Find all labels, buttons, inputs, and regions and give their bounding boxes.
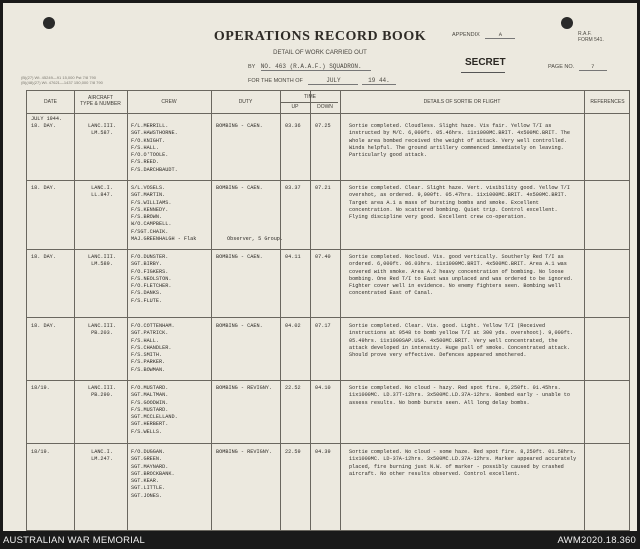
punch-hole (561, 17, 573, 29)
entry-extra-note: Observer, 5 Group. (227, 236, 284, 242)
document-page (3, 3, 637, 531)
entry-details: Sortie completed. Nocloud. Vis. good vertically. Southerly Red T/I as ordered. 6,000ft. 06.03hrs. 11x1000MC.BRIT. 4x500MC.BRIT. Area A.1 was covered with smoke. Area A.2 heavy concentration of bombing. No loose bombing. One Red T/I to East was unplaced and was ordered to be ignored. Fighter cover well in evidence. No enemy fighters seen. Bombing well concentrated East of Canal. (349, 254, 574, 297)
entry-details: Sortie completed. Cloudless. Slight haze. Vis fair. Yellow T/I as instructed by M/C. 6,000ft. 05.46hrs. 11x1000MC.BRIT. 4x500MC.BRIT. The whole area bombed received the weight of attack. Very well controlled. Winds helpful. The ground artillery commenced immediately on leaving. Particularly good attack. (349, 123, 571, 159)
entry-aircraft: LANC.III. LM.587. (87, 123, 117, 137)
column-divider (74, 91, 75, 530)
page-number-value: 7 (579, 63, 607, 71)
time-rule (280, 102, 338, 103)
archive-name: AUSTRALIAN WAR MEMORIAL (3, 535, 146, 546)
unit-value: NO. 463 (R.A.A.F.) SQUADRON. (261, 63, 371, 71)
entry-aircraft: LANC.III. PB.203. (87, 323, 117, 337)
record-table (26, 90, 630, 531)
entry-date: JULY 1944. 18. DAY. (31, 116, 63, 130)
appendix-field (452, 31, 515, 39)
entry-details: Sortie completed. Clear. Vis. good. Light. Yellow T/I (Received instructions at 0548 to bomb yellow T/I at 300 yds. overshoot). 9,000ft. 05.49hrs. 11x1000SAP.USA. 4x500MC.BRIT. Very well concentrated, the attack developed in intensity. Huge pall of smoke. Concentrated attack. Should prove very effective. Defences appeared smothered. (349, 323, 574, 359)
by-label: BY (248, 64, 256, 70)
entry-date: 18/19. (31, 385, 50, 391)
entry-date: 18/19. (31, 449, 50, 455)
col-date: DATE (44, 99, 57, 105)
entry-crew: S/L.VOSELS. SGT.MARTIN. F/S.WILLIAMS. F/S.KENNEDY. F/S.BROWN. W/O.CAMPBELL. F/SGT.CHAIK. MAJ.GREENHALGH - Flak (131, 185, 197, 243)
entry-duty: BOMBING - REVIGNY. (216, 449, 273, 455)
column-divider (340, 91, 341, 530)
col-references: REFERENCES (590, 99, 625, 105)
col-aircraft: AIRCRAFT TYPE & NUMBER (80, 95, 121, 107)
appendix-label: APPENDIX (452, 32, 480, 38)
archive-footer (0, 533, 640, 549)
entry-duty: BOMBING - CAEN. (216, 123, 263, 129)
entry-duty: BOMBING - CAEN. (216, 185, 263, 191)
entry-time-down: 04.10 (315, 385, 331, 391)
page-subtitle: DETAIL OF WORK CARRIED OUT (273, 50, 367, 56)
page-number-label: PAGE NO. (548, 64, 575, 70)
entry-time-down: 07.40 (315, 254, 331, 260)
page-number-field (548, 63, 607, 71)
entry-details: Sortie completed. No cloud - some haze. Red spot fire. 8,250ft. 01.58hrs. 11x1000MC. LD-37A-12hrs. 3x500MC.LD.37A-12hrs. Marker appeared accurately placed, fire burning just N.W. of marker - possibly caused by crashed aircraft. No other results observed. Control excellent. (349, 449, 577, 477)
row-rule (27, 443, 629, 444)
entry-crew: F/O.DUGGAN. SGT.GREEN. SGT.MAYNARD. SGT.BROCKBANK. SGT.KEAR. SGT.LITTLE. SGT.JONES. (131, 449, 175, 499)
entry-aircraft: LANC.III. PB.290. (87, 385, 117, 399)
row-rule (27, 380, 629, 381)
entry-aircraft: LANC.III. LM.589. (87, 254, 117, 268)
entry-time-up: 03.37 (285, 185, 301, 191)
entry-time-down: 04.39 (315, 449, 331, 455)
entry-time-up: 04.11 (285, 254, 301, 260)
column-divider (127, 91, 128, 530)
entry-crew: F/L.MERRILL. SGT.HAWSTHORNE. F/O.KNIGHT. F/S.HALL. F/O.O'TOOLE. F/S.REED. F/S.DARCHBAUDT. (131, 123, 178, 173)
entry-duty: BOMBING - CAEN. (216, 254, 263, 260)
unit-line (248, 63, 371, 71)
entry-date: 18. DAY. (31, 185, 56, 191)
col-time-down: DOWN (317, 104, 333, 110)
col-duty: DUTY (238, 99, 253, 105)
month-line (248, 77, 396, 85)
col-time: TIME (304, 94, 316, 100)
entry-time-up: 22.52 (285, 385, 301, 391)
entry-duty: BOMBING - REVIGNY. (216, 385, 273, 391)
entry-duty: BOMBING - CAEN. (216, 323, 263, 329)
entry-time-up: 22.59 (285, 449, 301, 455)
entry-date: 18. DAY. (31, 254, 56, 260)
entry-date: 18. DAY. (31, 323, 56, 329)
column-divider (280, 91, 281, 530)
col-details: DETAILS OF SORTIE OR FLIGHT (423, 99, 501, 105)
entry-time-down: 07.17 (315, 323, 331, 329)
column-divider (211, 91, 212, 530)
appendix-value: A (485, 31, 515, 39)
row-rule (27, 317, 629, 318)
raf-label: R.A.F. (578, 31, 592, 37)
print-code-note: (B)(27) Wt. 45249—91 15,000 Pst 7/8 790 (B)(48)(27) Wt. 47621—1437 150,000 7/8 790 (21, 75, 103, 85)
classification-stamp: SECRET (465, 57, 506, 68)
month-label: FOR THE MONTH OF (248, 78, 303, 84)
entry-time-up: 03.36 (285, 123, 301, 129)
form-label: FORM 541. (578, 37, 604, 43)
col-time-up: UP (291, 104, 299, 110)
punch-hole (43, 17, 55, 29)
entry-time-up: 04.02 (285, 323, 301, 329)
header-rule (27, 113, 629, 114)
entry-time-down: 07.21 (315, 185, 331, 191)
column-divider (584, 91, 585, 530)
entry-crew: F/O.COTTENHAM. SGT.PATRICK. F/S.HALL. F/S.CHANDLER. F/S.SMITH. F/S.PARKER. F/S.BOWMAN. (131, 323, 175, 373)
entry-aircraft: LANC.I. LM.247. (91, 449, 113, 463)
year-value: 19 44. (362, 77, 396, 85)
entry-time-down: 07.25 (315, 123, 331, 129)
page-title: OPERATIONS RECORD BOOK (213, 29, 427, 44)
entry-crew: F/O.DUNSTER. SGT.BIRBY. F/O.FIGKERS. F/S.NEOLSTON. F/O.FLETCHER. F/S.DANKS. F/S.FLUTE. (131, 254, 172, 304)
entry-details: Sortie completed. Clear. Slight haze. Vert. visibility good. Yellow T/I overshot, as ordered. 9,000ft. 05.47hrs. 11x1000MC.BRIT. 4x500MC.BRIT. Target area A.1 a mass of bursting bombs and smoke. Excellent concentration. No scattered bombing. Quiet trip. Control excellent. Flying discipline very good. Excellent crew co-operation. (349, 185, 571, 221)
column-divider (310, 91, 311, 530)
entry-details: Sortie completed. No cloud - hazy. Red spot fire. 9,250ft. 01.45hrs. 11x1000MC. LD.37T-12hrs. 3x500MC.LD.37A-12hrs. Bombed early - unable to assess results. No bomb bursts seen. All long delay bombs. (349, 385, 571, 406)
entry-aircraft: LANC.I. LL.847. (91, 185, 113, 199)
col-crew: CREW (161, 99, 177, 105)
form-number (578, 31, 604, 43)
row-rule (27, 180, 629, 181)
month-value: JULY (308, 77, 358, 85)
row-rule (27, 249, 629, 250)
archive-id: AWM2020.18.360 (557, 535, 636, 546)
classification-underline (461, 72, 505, 73)
entry-crew: F/O.MUSTARD. SGT.MALTMAN. F/S.GOODWIN. F/S.MUSTARD. SGT.MCCLELLAND. SGT.HERBERT. F/S.WELLS. (131, 385, 178, 435)
